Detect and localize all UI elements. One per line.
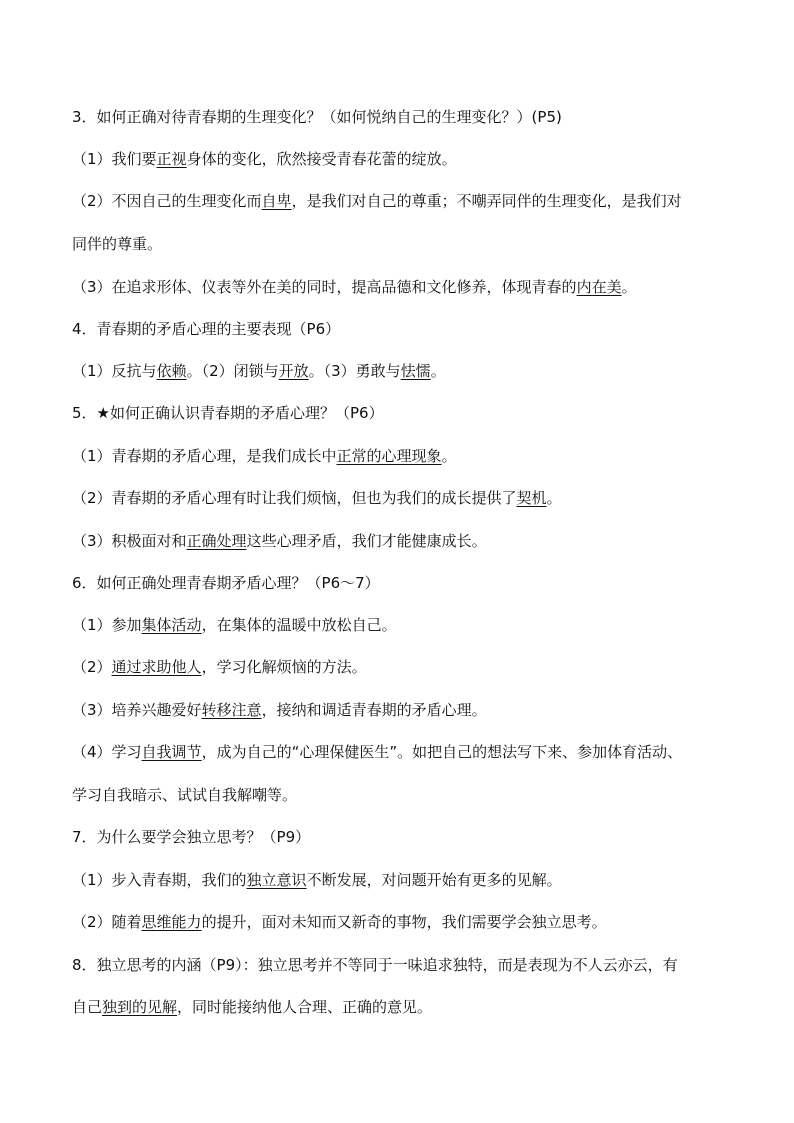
underlined-term: 自我调节 — [141, 743, 202, 761]
q6-item-2: （2）通过求助他人，学习化解烦恼的方法。 — [72, 658, 367, 676]
q7-heading: 7．为什么要学会独立思考？（P9） — [72, 828, 311, 846]
q6-item-3: （3）培养兴趣爱好转移注意，接纳和调适青春期的矛盾心理。 — [72, 701, 487, 719]
underlined-term: 契机 — [516, 489, 547, 507]
q3-item-1: （1）我们要正视身体的变化，欣然接受青春花蕾的绽放。 — [72, 150, 457, 168]
underlined-term: 自卑 — [261, 192, 292, 210]
q3-heading: 3．如何正确对待青春期的生理变化？（如何悦纳自己的生理变化？）(P5) — [72, 108, 562, 126]
q3-item-2: （2）不因自己的生理变化而自卑，是我们对自己的尊重；不嘲弄同伴的生理变化，是我们对 — [72, 192, 682, 210]
q6-heading: 6．如何正确处理青春期矛盾心理？（P6～7） — [72, 574, 380, 592]
q8-tail: 自己独到的见解，同时能接纳他人合理、正确的意见。 — [72, 998, 433, 1016]
q8-heading: 8．独立思考的内涵（P9）：独立思考并不等同于一味追求独特，而是表现为不人云亦云，有 — [72, 956, 678, 974]
underlined-term: 依赖 — [156, 362, 187, 380]
q6-item-4: （4）学习自我调节，成为自己的“心理保健医生”。如把自己的想法写下来、参加体育活动、 — [72, 743, 683, 761]
q5-heading: 5．★如何正确认识青春期的矛盾心理？（P6） — [72, 404, 384, 422]
underlined-term: 正确处理 — [186, 532, 247, 550]
q4-heading: 4．青春期的矛盾心理的主要表现（P6） — [72, 320, 341, 338]
underlined-term: 开放 — [278, 362, 309, 380]
q6-item-1: （1）参加集体活动，在集体的温暖中放松自己。 — [72, 616, 397, 634]
underlined-term: 正常的心理现象 — [336, 447, 442, 465]
q4-line: （1）反抗与依赖。（2）闭锁与开放。（3）勇敢与怯懦。 — [72, 362, 446, 380]
underlined-term: 正视 — [156, 150, 187, 168]
q5-item-2: （2）青春期的矛盾心理有时让我们烦恼，但也为我们的成长提供了契机。 — [72, 489, 562, 507]
q5-item-3: （3）积极面对和正确处理这些心理矛盾，我们才能健康成长。 — [72, 532, 487, 550]
underlined-term: 怯懦 — [400, 362, 431, 380]
q7-item-2: （2）随着思维能力的提升，面对未知而又新奇的事物，我们需要学会独立思考。 — [72, 913, 607, 931]
q7-item-1: （1）步入青春期，我们的独立意识不断发展，对问题开始有更多的见解。 — [72, 871, 562, 889]
underlined-term: 内在美 — [576, 278, 622, 296]
q6-item-4-cont: 学习自我暗示、试试自我解嘲等。 — [72, 786, 298, 804]
underlined-term: 独立意识 — [246, 871, 307, 889]
underlined-term: 转移注意 — [201, 701, 262, 719]
underlined-term: 思维能力 — [141, 913, 202, 931]
underlined-term: 通过求助他人 — [111, 658, 202, 676]
underlined-term: 集体活动 — [141, 616, 202, 634]
q5-item-1: （1）青春期的矛盾心理，是我们成长中正常的心理现象。 — [72, 447, 457, 465]
q3-item-3: （3）在追求形体、仪表等外在美的同时，提高品德和文化修养，体现青春的内在美。 — [72, 278, 637, 296]
q3-item-2-cont: 同伴的尊重。 — [72, 235, 163, 253]
underlined-term: 独到的见解 — [102, 998, 178, 1016]
